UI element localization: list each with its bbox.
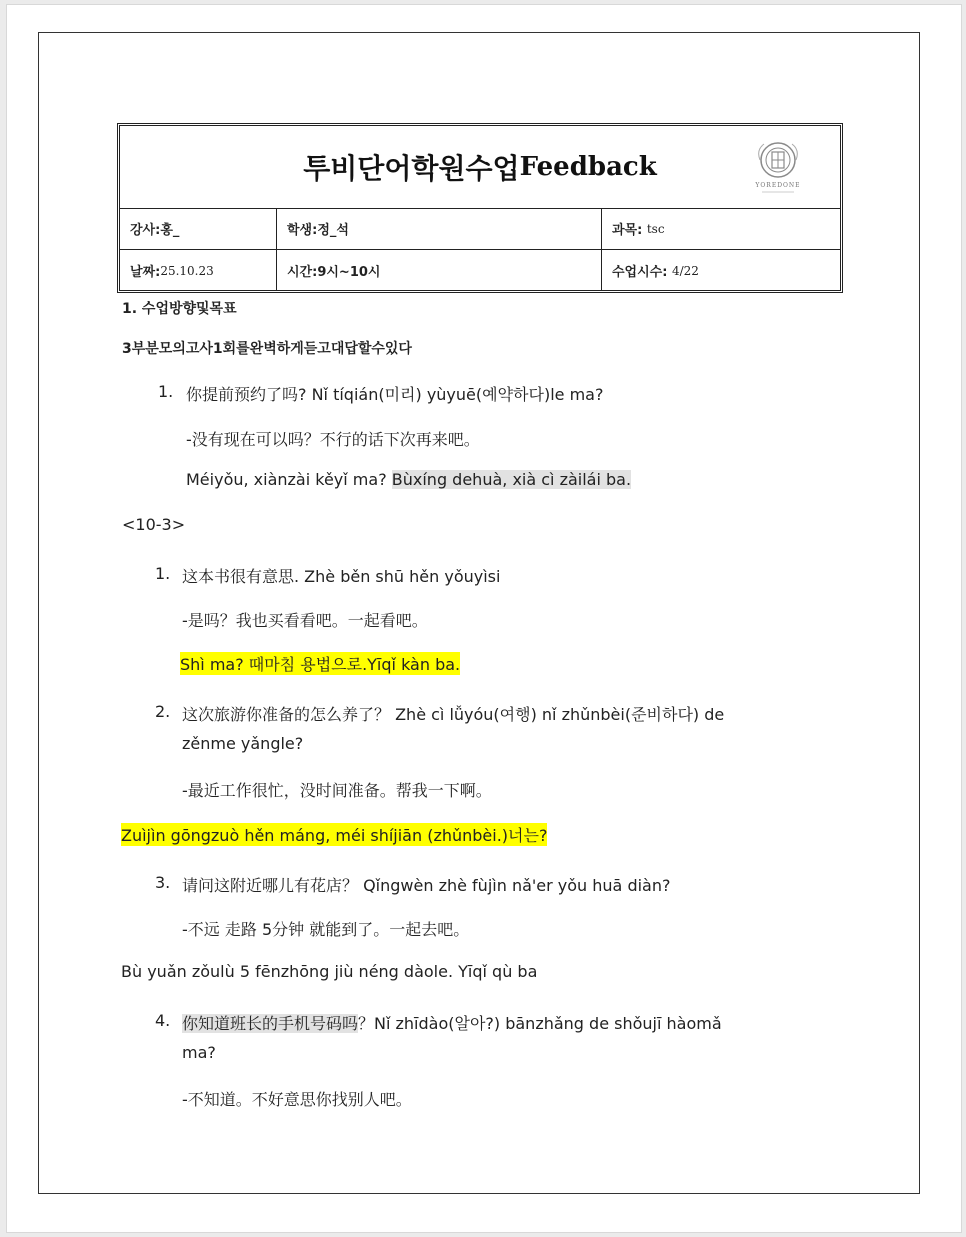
lesson-goal: 3부분모의고사1회를완벽하게듣고대답할수있다 (122, 341, 412, 357)
lesson-count-cell (602, 250, 840, 291)
time-label: 시간: (287, 265, 318, 280)
question-number: 3. (155, 873, 171, 892)
question-text-plain: ？Nǐ zhīdào(알아?) bānzhǎng de shǒujī hàomǎ (358, 1014, 722, 1033)
title-korean: 투비단어학원수업 (303, 152, 520, 185)
section-label: <10-3> (122, 515, 186, 534)
answer-pinyin-plain: Méiyǒu, xiànzài kěyǐ ma? (186, 470, 392, 489)
question-number: 4. (155, 1011, 171, 1030)
question-text (182, 1011, 722, 1034)
date-cell (120, 250, 277, 291)
answer-pinyin: Bù yuǎn zǒulù 5 fēnzhōng jiù néng dàole. Yīqǐ qù ba (121, 962, 538, 981)
answer-chinese: -是吗？我也买看看吧。一起看吧。 (182, 611, 428, 630)
document-title (120, 126, 840, 209)
answer-chinese: -不知道。不好意思你找别人吧。 (182, 1090, 412, 1109)
header-row-1 (120, 208, 840, 250)
lesson-count-value: 4/22 (671, 263, 699, 278)
time-value: 9시~10시 (317, 265, 381, 280)
answer-pinyin-highlight: Zuìjìn gōngzuò hěn máng, méi shíjiān (zhǔnbèi.)너는? (121, 823, 547, 846)
question-text: 这本书很有意思. Zhè běn shū hěn yǒuyìsi (182, 567, 501, 586)
question-text: 请问这附近哪儿有花店？ Qǐngwèn zhè fùjìn nǎ'er yǒu huā diàn? (182, 876, 671, 895)
question-text-continued: zěnme yǎngle? (182, 734, 304, 753)
subject-cell (602, 208, 840, 249)
teacher-label: 강사: (130, 223, 161, 238)
teacher-value: 홍_ (160, 223, 180, 238)
date-value: 25.10.23 (160, 263, 214, 278)
feedback-header-table (117, 123, 843, 293)
question-text-highlight: 你知道班长的手机号码吗 (182, 1014, 359, 1033)
student-value: 정_석 (317, 223, 349, 238)
title-feedback: Feedback (519, 152, 657, 182)
section-heading: 1. 수업방향및목표 (122, 301, 237, 317)
logo-text: YOREDONE (755, 182, 801, 189)
lesson-count-label: 수업시수: (612, 265, 668, 280)
teacher-cell (120, 208, 277, 249)
subject-label: 과목: (612, 223, 643, 238)
student-cell (277, 208, 602, 249)
question-text-continued: ma? (182, 1043, 216, 1062)
header-row-2 (120, 250, 840, 291)
student-label: 학생: (287, 223, 318, 238)
answer-pinyin-highlight: Bùxíng dehuà, xià cì zàilái ba. (391, 470, 632, 489)
answer-chinese: -最近工作很忙，没时间准备。帮我一下啊。 (182, 781, 492, 800)
question-number: 1. (158, 382, 174, 401)
question-number: 1. (155, 564, 171, 583)
question-number: 2. (155, 702, 171, 721)
academy-logo (748, 136, 808, 200)
answer-pinyin (186, 470, 631, 489)
subject-value: tsc (646, 221, 665, 236)
date-label: 날짜: (130, 265, 161, 280)
answer-pinyin-highlight: Shì ma? 때마침 용법으로.Yīqǐ kàn ba. (180, 652, 460, 675)
time-cell (277, 250, 602, 291)
question-text: 这次旅游你准备的怎么养了？ Zhè cì lǚyóu(여행) nǐ zhǔnbèi(준비하다) de (182, 705, 725, 724)
answer-chinese: -没有现在可以吗？不行的话下次再来吧。 (186, 430, 480, 449)
question-text: 你提前预约了吗? Nǐ tíqián(미리) yùyuē(예약하다)le ma? (186, 385, 604, 404)
answer-chinese: -不远 走路 5分钟 就能到了。一起去吧。 (182, 920, 470, 939)
